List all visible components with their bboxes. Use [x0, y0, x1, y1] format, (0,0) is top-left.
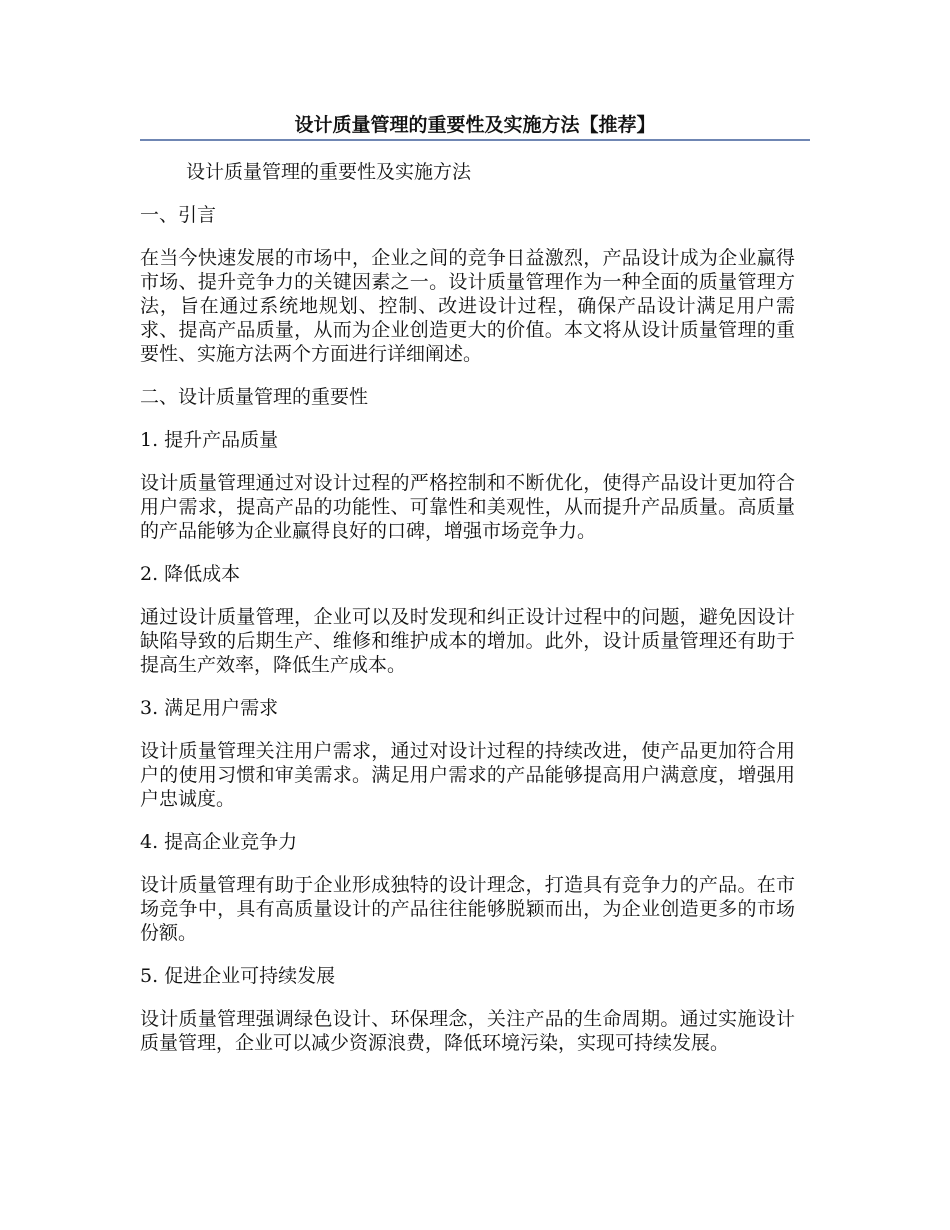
document-subtitle: 设计质量管理的重要性及实施方法	[186, 161, 472, 183]
paragraph-quality: 设计质量管理通过对设计过程的严格控制和不断优化，使得产品设计更加符合用户需求，提高产品的功能性、可靠性和美观性，从而提升产品质量。高质量的产品能够为企业赢得良好的口碑，增强市场竞争力。	[140, 472, 795, 542]
paragraph-intro: 在当今快速发展的市场中，企业之间的竞争日益激烈，产品设计成为企业赢得市场、提升竞争力的关键因素之一。设计质量管理作为一种全面的质量管理方法，旨在通过系统地规划、控制、改进设计过程，确保产品设计满足用户需求、提高产品质量，从而为企业创造更大的价值。本文将从设计质量管理的重要性、实施方法两个方面进行详细阐述。	[140, 247, 795, 365]
paragraph-user-needs: 设计质量管理关注用户需求，通过对设计过程的持续改进，使产品更加符合用户的使用习惯和审美需求。满足用户需求的产品能够提高用户满意度，增强用户忠诚度。	[140, 740, 795, 810]
subheading-user-needs: 3. 满足用户需求	[140, 697, 279, 719]
paragraph-sustainability: 设计质量管理强调绿色设计、环保理念，关注产品的生命周期。通过实施设计质量管理，企业可以减少资源浪费，降低环境污染，实现可持续发展。	[140, 1008, 795, 1054]
document-body	[140, 160, 795, 1074]
section-heading-importance: 二、设计质量管理的重要性	[140, 386, 369, 408]
subheading-quality: 1. 提升产品质量	[140, 429, 279, 451]
title-underline	[140, 139, 810, 141]
subheading-cost: 2. 降低成本	[140, 563, 241, 585]
paragraph-competitiveness: 设计质量管理有助于企业形成独特的设计理念，打造具有竞争力的产品。在市场竞争中，具有高质量设计的产品往往能够脱颖而出，为企业创造更多的市场份额。	[140, 874, 795, 944]
section-heading-intro: 一、引言	[140, 204, 217, 226]
subheading-competitiveness: 4. 提高企业竞争力	[140, 831, 298, 853]
subheading-sustainability: 5. 促进企业可持续发展	[140, 965, 336, 987]
document-title: 设计质量管理的重要性及实施方法【推荐】	[294, 114, 656, 136]
paragraph-cost: 通过设计质量管理，企业可以及时发现和纠正设计过程中的问题，避免因设计缺陷导致的后期生产、维修和维护成本的增加。此外，设计质量管理还有助于提高生产效率，降低生产成本。	[140, 606, 795, 676]
